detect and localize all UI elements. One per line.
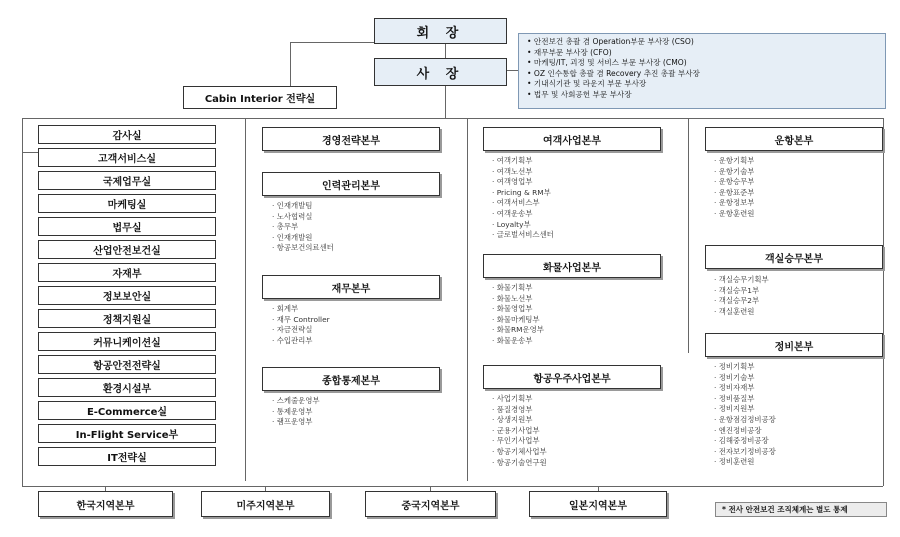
unit-item: · 램프운영부 [272,417,313,427]
vp-item: • OZ 인수통합 총괄 겸 Recovery 추진 총괄 부사장 [527,68,700,78]
unit-item: · 화물RM운영부 [492,325,544,335]
unit-item: · 화물기획부 [492,283,533,292]
connector [445,86,446,118]
unit-item: · 회계부 [272,304,299,313]
staff-office: 정보보안실 [38,286,216,305]
connector [290,42,291,86]
unit-item: · 자금전략실 [272,325,313,335]
unit-item: · 객실훈련원 [714,306,755,316]
staff-office: 정책지원실 [38,309,216,328]
unit-item: · 운항기술부 [714,166,755,176]
unit-item: · 객실승무기획부 [714,275,769,284]
unit-item: · 정비품질부 [714,393,755,403]
unit-item: · 글로벌서비스센터 [492,230,554,240]
vp-item: • 법무 및 사회공헌 부문 부사장 [527,89,632,99]
unit-item: · 화물노선부 [492,293,533,303]
unit-item: · 여객기획부 [492,156,533,165]
unit-item: · 상생지원부 [492,415,533,425]
unit-item: · 수입관리부 [272,335,313,345]
vp-item: • 재무부문 부사장 (CFO) [527,47,612,57]
hq-cabin-crew-units [714,275,769,317]
unit-item: · 운항점검정비공장 [714,414,776,424]
staff-office: 감사실 [38,125,216,144]
connector [688,118,689,353]
unit-item: · 여객노선부 [492,166,533,176]
unit-item: · 객실승무1부 [714,285,760,295]
hq-hr: 인력관리본부 [262,172,440,196]
unit-item: · 노사협력실 [272,211,313,221]
hq-cabin-crew: 객실승무본부 [705,245,883,269]
unit-item: · 전자보기정비공장 [714,446,776,456]
chairman-box: 회 장 [374,18,507,44]
unit-item: · 재무 Controller [272,314,330,324]
safety-footnote: * 전사 안전보건 조직체계는 별도 통제 [715,502,887,517]
unit-item: · 여객서비스부 [492,198,540,208]
unit-item: · 정비자재부 [714,383,755,393]
staff-office: E-Commerce실 [38,401,216,420]
unit-item: · 여객영업부 [492,177,533,187]
unit-item: · 품질경영부 [492,404,533,414]
staff-office: 국제업무실 [38,171,216,190]
connector [22,118,883,119]
unit-item: · 무인기사업부 [492,436,540,446]
staff-office: 환경시설부 [38,378,216,397]
hq-cargo-units [492,283,544,347]
unit-item: · 총무부 [272,222,299,232]
unit-item: · 운항훈련원 [714,208,755,218]
region-japan: 일본지역본부 [529,491,667,517]
hq-operations-control: 종합통제본부 [262,367,440,391]
unit-item: · 군용기사업부 [492,425,540,435]
staff-office: 마케팅실 [38,194,216,213]
unit-item: · 운항승무부 [714,177,755,187]
staff-office: 산업안전보건실 [38,240,216,259]
vice-president-list [518,33,886,109]
hq-maintenance-units [714,362,776,468]
connector [245,118,246,481]
unit-item: · 엔진정비공장 [714,425,762,435]
hq-operations-control-units [272,396,320,428]
unit-item: · Pricing & RM부 [492,187,551,197]
region-korea: 한국지역본부 [38,491,173,517]
unit-item: · 정비기술부 [714,372,755,382]
unit-item: · 인재개발팀 [272,201,313,210]
connector [22,152,38,153]
unit-item: · 화물영업부 [492,304,533,314]
cabin-interior-office: Cabin Interior 전략실 [183,86,337,109]
staff-office: 커뮤니케이션실 [38,332,216,351]
unit-item: · 정비기획부 [714,362,755,371]
president-box: 사 장 [374,58,507,86]
unit-item: · 화물마케팅부 [492,314,540,324]
staff-office: 법무실 [38,217,216,236]
unit-item: · 정비훈련원 [714,457,755,467]
unit-item: · 스케줄운영부 [272,396,320,405]
unit-item: · 항공기체사업부 [492,446,547,456]
staff-office: In-Flight Service부 [38,424,216,443]
unit-item: · 김해중정비공장 [714,436,769,446]
unit-item: · 정비지원부 [714,404,755,414]
hq-finance-units [272,304,330,346]
staff-office: 고객서비스실 [38,148,216,167]
staff-office: 항공안전전략실 [38,355,216,374]
connector [22,486,883,487]
staff-office: 자재부 [38,263,216,282]
hq-hr-units [272,201,334,254]
connector [22,118,23,486]
vp-item: • 마케팅/IT, 괴정 및 서비스 부문 부사장 (CMO) [527,58,687,68]
unit-item: · 운항정보부 [714,198,755,208]
unit-item: · 인재개발원 [272,232,313,242]
hq-finance: 재무본부 [262,275,440,299]
hq-flight-operations-units [714,156,754,220]
hq-strategy: 경영전략본부 [262,127,440,151]
connector [445,44,446,58]
hq-aerospace: 항공우주사업본부 [483,365,661,389]
region-china: 중국지역본부 [365,491,496,517]
connector [467,118,468,481]
connector [883,118,884,486]
hq-passenger-units [492,156,554,241]
unit-item: · 통제운영부 [272,406,313,416]
region-americas: 미주지역본부 [201,491,330,517]
unit-item: · 운항표준부 [714,187,755,197]
hq-flight-operations: 운항본부 [705,127,883,151]
unit-item: · 운항기획부 [714,156,755,165]
unit-item: · 항공기술연구원 [492,457,547,467]
hq-cargo: 화물사업본부 [483,254,661,278]
hq-aerospace-units [492,394,547,468]
hq-maintenance: 정비본부 [705,333,883,357]
unit-item: · Loyalty부 [492,219,531,229]
vp-item: • 기내식기관 및 라운지 부문 부사장 [527,79,647,89]
unit-item: · 여객운송부 [492,208,533,218]
hq-passenger: 여객사업본부 [483,127,661,151]
staff-office: IT전략실 [38,447,216,466]
vp-item: • 안전보건 총괄 겸 Operation부문 부사장 (CSO) [527,37,694,46]
unit-item: · 객실승무2부 [714,296,760,306]
unit-item: · 사업기획부 [492,394,533,403]
unit-item: · 화물운송부 [492,335,533,345]
unit-item: · 항공보건의료센터 [272,243,334,253]
